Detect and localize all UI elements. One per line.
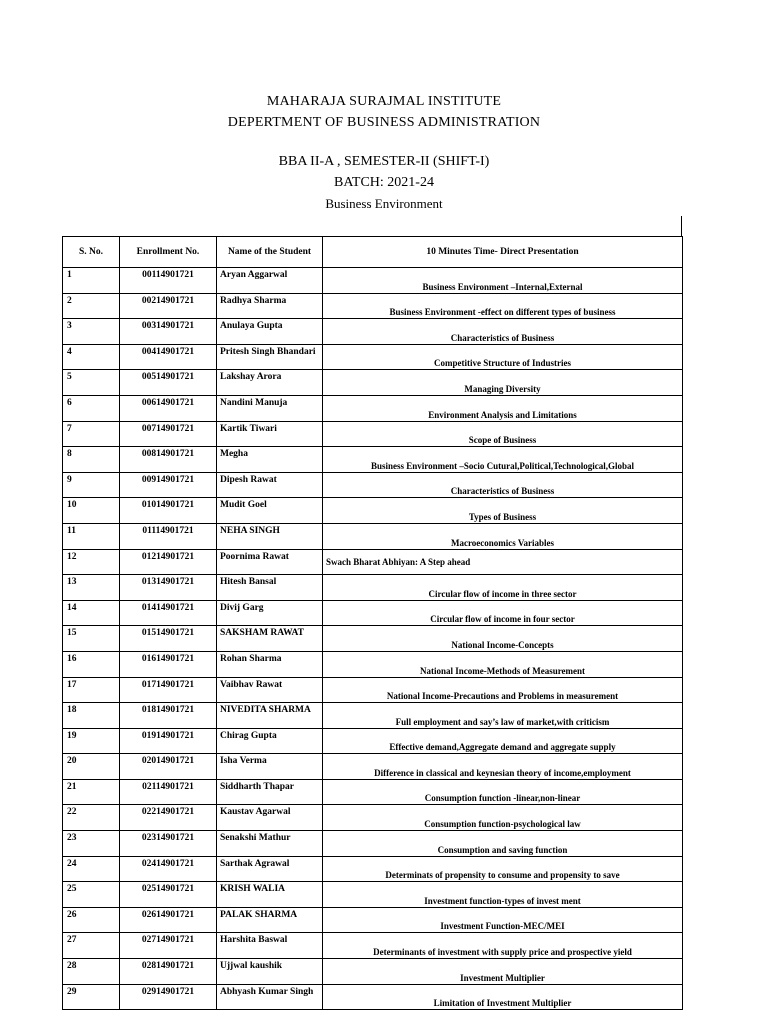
- row-student-name: PALAK SHARMA: [217, 907, 323, 933]
- row-enrollment: 02314901721: [120, 831, 217, 857]
- row-student-name: Divij Garg: [217, 600, 323, 626]
- col-header-sno: S. No.: [63, 237, 120, 268]
- row-enrollment: 01114901721: [120, 523, 217, 549]
- row-enrollment: 00214901721: [120, 293, 217, 319]
- class-title: BBA II-A , SEMESTER-II (SHIFT-I): [278, 154, 490, 169]
- row-sno: 5: [63, 370, 120, 396]
- row-enrollment: 01714901721: [120, 677, 217, 703]
- row-enrollment: 01414901721: [120, 600, 217, 626]
- row-student-name: NIVEDITA SHARMA: [217, 703, 323, 729]
- row-enrollment: 01914901721: [120, 728, 217, 754]
- row-student-name: Megha: [217, 447, 323, 473]
- row-enrollment: 02014901721: [120, 754, 217, 780]
- row-student-name: NEHA SINGH: [217, 523, 323, 549]
- table-row: [63, 805, 683, 831]
- table-row: [63, 575, 683, 601]
- row-student-name: Kartik Tiwari: [217, 421, 323, 447]
- table-row: [63, 984, 683, 1010]
- row-topic: Macroeconomics Variables: [323, 523, 683, 549]
- table-row: [63, 370, 683, 396]
- row-sno: 19: [63, 728, 120, 754]
- institute-name: MAHARAJA SURAJMAL INSTITUTE: [266, 94, 502, 109]
- table-row: [63, 728, 683, 754]
- row-student-name: Ujjwal kaushik: [217, 959, 323, 985]
- row-topic: Types of Business: [323, 498, 683, 524]
- row-topic: Consumption and saving function: [323, 831, 683, 857]
- row-student-name: SAKSHAM RAWAT: [217, 626, 323, 652]
- row-student-name: Radhya Sharma: [217, 293, 323, 319]
- table-row: [63, 933, 683, 959]
- table-row: [63, 907, 683, 933]
- table-row: [63, 447, 683, 473]
- row-topic: Full employment and say’s law of market,with criticism: [323, 703, 683, 729]
- row-sno: 24: [63, 856, 120, 882]
- row-topic: Business Environment –Internal,External: [323, 268, 683, 294]
- row-sno: 20: [63, 754, 120, 780]
- row-topic: National Income-Concepts: [323, 626, 683, 652]
- row-student-name: KRISH WALIA: [217, 882, 323, 908]
- table-row: [63, 523, 683, 549]
- row-topic: Circular flow of income in four sector: [323, 600, 683, 626]
- row-topic: Determinants of investment with supply price and prospective yield: [323, 933, 683, 959]
- table-row: [63, 779, 683, 805]
- row-student-name: Sarthak Agrawal: [217, 856, 323, 882]
- row-student-name: Pritesh Singh Bhandari: [217, 344, 323, 370]
- row-topic: Limitation of Investment Multiplier: [323, 984, 683, 1010]
- col-header-enrollment: Enrollment No.: [120, 237, 217, 268]
- row-sno: 17: [63, 677, 120, 703]
- row-enrollment: 00114901721: [120, 268, 217, 294]
- table-row: [63, 882, 683, 908]
- row-student-name: Abhyash Kumar Singh: [217, 984, 323, 1010]
- row-student-name: Dipesh Rawat: [217, 472, 323, 498]
- table-row: [63, 268, 683, 294]
- col-header-name: Name of the Student: [217, 237, 323, 268]
- row-topic: Business Environment -effect on different types of business: [323, 293, 683, 319]
- table-row: [63, 651, 683, 677]
- row-student-name: Vaibhav Rawat: [217, 677, 323, 703]
- row-enrollment: 01814901721: [120, 703, 217, 729]
- row-sno: 13: [63, 575, 120, 601]
- table-row: [63, 754, 683, 780]
- row-topic: Managing Diversity: [323, 370, 683, 396]
- row-topic: Scope of Business: [323, 421, 683, 447]
- row-enrollment: 00614901721: [120, 395, 217, 421]
- table-row: [63, 319, 683, 345]
- row-topic: Circular flow of income in three sector: [323, 575, 683, 601]
- row-enrollment: 02214901721: [120, 805, 217, 831]
- col-header-topic: 10 Minutes Time- Direct Presentation: [323, 237, 683, 268]
- row-sno: 27: [63, 933, 120, 959]
- row-enrollment: 00714901721: [120, 421, 217, 447]
- row-sno: 28: [63, 959, 120, 985]
- row-topic: Investment Function-MEC/MEI: [323, 907, 683, 933]
- table-row: [63, 344, 683, 370]
- row-enrollment: 02714901721: [120, 933, 217, 959]
- table-row: [63, 856, 683, 882]
- row-sno: 23: [63, 831, 120, 857]
- row-enrollment: 01014901721: [120, 498, 217, 524]
- subject-title: Business Environment: [325, 196, 443, 211]
- table-row: [63, 549, 683, 575]
- table-row: [63, 600, 683, 626]
- row-topic: Investment function-types of invest ment: [323, 882, 683, 908]
- row-sno: 8: [63, 447, 120, 473]
- row-topic: Determinats of propensity to consume and propensity to save: [323, 856, 683, 882]
- row-sno: 26: [63, 907, 120, 933]
- row-enrollment: 02514901721: [120, 882, 217, 908]
- table-row: [63, 677, 683, 703]
- row-student-name: Lakshay Arora: [217, 370, 323, 396]
- row-topic: National Income-Precautions and Problems in measurement: [323, 677, 683, 703]
- table-row: [63, 703, 683, 729]
- row-sno: 11: [63, 523, 120, 549]
- row-enrollment: 01314901721: [120, 575, 217, 601]
- row-student-name: Rohan Sharma: [217, 651, 323, 677]
- row-enrollment: 01214901721: [120, 549, 217, 575]
- row-topic: Investment Multiplier: [323, 959, 683, 985]
- row-student-name: Isha Verma: [217, 754, 323, 780]
- row-enrollment: 00514901721: [120, 370, 217, 396]
- row-student-name: Hitesh Bansal: [217, 575, 323, 601]
- row-student-name: Aryan Aggarwal: [217, 268, 323, 294]
- row-topic: National Income-Methods of Measurement: [323, 651, 683, 677]
- row-sno: 18: [63, 703, 120, 729]
- row-sno: 29: [63, 984, 120, 1010]
- row-topic: Consumption function -linear,non-linear: [323, 779, 683, 805]
- table-row: [63, 498, 683, 524]
- row-enrollment: 02614901721: [120, 907, 217, 933]
- row-student-name: Poornima Rawat: [217, 549, 323, 575]
- row-enrollment: 02914901721: [120, 984, 217, 1010]
- batch-title: BATCH: 2021-24: [334, 175, 434, 190]
- row-sno: 6: [63, 395, 120, 421]
- row-sno: 25: [63, 882, 120, 908]
- table-row: [63, 472, 683, 498]
- row-sno: 7: [63, 421, 120, 447]
- row-sno: 14: [63, 600, 120, 626]
- row-sno: 9: [63, 472, 120, 498]
- row-enrollment: 02814901721: [120, 959, 217, 985]
- table-row: [63, 831, 683, 857]
- row-sno: 10: [63, 498, 120, 524]
- row-topic: Difference in classical and keynesian theory of income,employment: [323, 754, 683, 780]
- row-sno: 15: [63, 626, 120, 652]
- table-header-row: [63, 237, 683, 268]
- row-enrollment: 02114901721: [120, 779, 217, 805]
- row-enrollment: 02414901721: [120, 856, 217, 882]
- row-student-name: Mudit Goel: [217, 498, 323, 524]
- table-row: [63, 959, 683, 985]
- row-topic: Effective demand,Aggregate demand and aggregate supply: [323, 728, 683, 754]
- department-name: DEPERTMENT OF BUSINESS ADMINISTRATION: [227, 115, 541, 130]
- row-topic: Swach Bharat Abhiyan: A Step ahead: [323, 549, 683, 575]
- table-row: [63, 395, 683, 421]
- row-student-name: Harshita Baswal: [217, 933, 323, 959]
- row-topic: Characteristics of Business: [323, 472, 683, 498]
- row-sno: 2: [63, 293, 120, 319]
- row-sno: 22: [63, 805, 120, 831]
- row-topic: Consumption function-psychological law: [323, 805, 683, 831]
- table-row: [63, 626, 683, 652]
- row-student-name: Siddharth Thapar: [217, 779, 323, 805]
- row-topic: Characteristics of Business: [323, 319, 683, 345]
- row-enrollment: 01614901721: [120, 651, 217, 677]
- row-student-name: Anulaya Gupta: [217, 319, 323, 345]
- row-enrollment: 00314901721: [120, 319, 217, 345]
- presentation-table: [62, 236, 683, 1010]
- row-sno: 3: [63, 319, 120, 345]
- row-student-name: Kaustav Agarwal: [217, 805, 323, 831]
- row-enrollment: 00814901721: [120, 447, 217, 473]
- divider-line: [681, 216, 682, 236]
- row-sno: 21: [63, 779, 120, 805]
- row-sno: 1: [63, 268, 120, 294]
- row-enrollment: 01514901721: [120, 626, 217, 652]
- row-sno: 16: [63, 651, 120, 677]
- row-topic: Business Environment –Socio Cutural,Political,Technological,Global: [323, 447, 683, 473]
- row-sno: 12: [63, 549, 120, 575]
- row-student-name: Senakshi Mathur: [217, 831, 323, 857]
- row-enrollment: 00414901721: [120, 344, 217, 370]
- row-topic: Competitive Structure of Industries: [323, 344, 683, 370]
- row-student-name: Nandini Manuja: [217, 395, 323, 421]
- row-topic: Environment Analysis and Limitations: [323, 395, 683, 421]
- row-sno: 4: [63, 344, 120, 370]
- table-row: [63, 421, 683, 447]
- row-student-name: Chirag Gupta: [217, 728, 323, 754]
- table-row: [63, 293, 683, 319]
- row-enrollment: 00914901721: [120, 472, 217, 498]
